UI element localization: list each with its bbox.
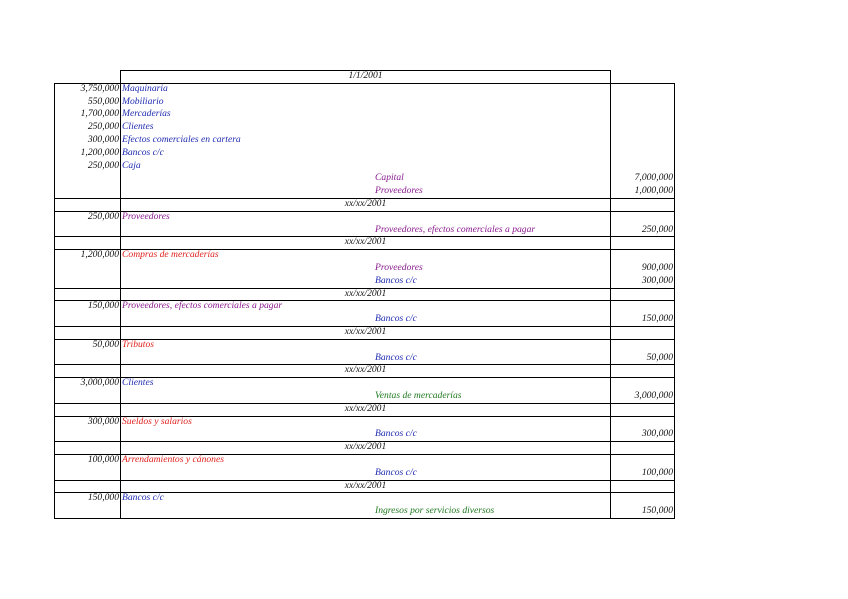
journal-credit-row (54, 505, 675, 518)
journal-date-row (54, 480, 675, 493)
journal-credit-row (54, 467, 675, 480)
credit-account: Bancos c/c (375, 428, 417, 440)
debit-account: Efectos comerciales en cartera (122, 133, 241, 145)
credit-account: Capital (375, 172, 404, 184)
credit-amount: 7,000,000 (634, 172, 673, 184)
credit-amount: 50,000 (646, 351, 673, 363)
journal-date-row (54, 198, 675, 211)
journal-credit-row (54, 313, 675, 326)
row-divider (54, 326, 675, 327)
journal-debit-row (54, 83, 675, 96)
credit-account: Ingresos por servicios diversos (375, 505, 495, 517)
debit-account: Caja (122, 159, 141, 171)
entry-date: xx/xx/2001 (344, 287, 387, 299)
row-divider (54, 454, 675, 455)
debit-amount: 3,000,000 (80, 377, 119, 389)
journal-debit-row (54, 134, 675, 147)
entry-date: xx/xx/2001 (344, 479, 387, 491)
debit-amount: 3,750,000 (80, 82, 119, 94)
debit-amount: 150,000 (87, 300, 119, 312)
row-divider (54, 198, 675, 199)
debit-account: Compras de mercaderías (122, 249, 219, 261)
row-divider (54, 236, 675, 237)
debit-account: Maquinaria (122, 82, 168, 94)
row-divider (54, 288, 675, 289)
credit-account: Ventas de mercaderías (375, 389, 462, 401)
credit-account: Proveedores (375, 261, 423, 273)
row-divider (54, 249, 675, 250)
journal-credit-row (54, 224, 675, 237)
debit-account: Proveedores, efectos comerciales a pagar (122, 300, 283, 312)
journal-debit-row (54, 377, 675, 390)
journal-debit-row (54, 211, 675, 224)
entry-date: xx/xx/2001 (344, 402, 387, 414)
row-divider (54, 492, 675, 493)
debit-account: Bancos c/c (122, 146, 164, 158)
journal-credit-row (54, 428, 675, 441)
debit-account: Arrendamientos y cánones (122, 453, 224, 465)
row-divider (54, 300, 675, 301)
debit-amount: 300,000 (87, 133, 119, 145)
journal-credit-row (54, 262, 675, 275)
debit-account: Mercaderías (122, 108, 171, 120)
debit-account: Mobiliario (122, 95, 164, 107)
row-divider (54, 416, 675, 417)
row-divider (54, 403, 675, 404)
journal-date-row (54, 288, 675, 301)
journal-debit-row (54, 108, 675, 121)
debit-account: Proveedores (122, 210, 170, 222)
journal-debit-row (54, 147, 675, 160)
debit-amount: 250,000 (87, 210, 119, 222)
entry-date: 1/1/2001 (348, 70, 383, 81)
debit-amount: 100,000 (87, 453, 119, 465)
credit-account: Bancos c/c (375, 313, 417, 325)
credit-account: Bancos c/c (375, 351, 417, 363)
debit-account: Clientes (122, 377, 154, 389)
credit-amount: 300,000 (641, 274, 673, 286)
left-border (54, 83, 55, 518)
journal-debit-row (54, 339, 675, 352)
journal-debit-row (54, 454, 675, 467)
entry-date: xx/xx/2001 (344, 236, 387, 248)
journal-date-row (54, 326, 675, 339)
debit-amount: 550,000 (87, 95, 119, 107)
journal-debit-row (54, 416, 675, 429)
journal-debit-row (54, 492, 675, 505)
journal-date-row (54, 70, 675, 83)
journal-debit-row (54, 121, 675, 134)
journal-date-row (54, 364, 675, 377)
entry-date: xx/xx/2001 (344, 364, 387, 376)
credit-amount: 150,000 (641, 313, 673, 325)
journal-date-row (54, 403, 675, 416)
debit-account: Clientes (122, 121, 154, 133)
credit-amount: 3,000,000 (634, 389, 673, 401)
row-divider (54, 364, 675, 365)
debit-amount: 150,000 (87, 492, 119, 504)
debit-account: Tributos (122, 338, 154, 350)
journal-debit-row (54, 160, 675, 173)
entry-date: xx/xx/2001 (344, 197, 387, 209)
row-divider (54, 339, 675, 340)
credit-amount: 900,000 (641, 261, 673, 273)
entry-date: xx/xx/2001 (344, 325, 387, 337)
journal-debit-row (54, 96, 675, 109)
row-divider (120, 70, 610, 71)
debit-amount: 250,000 (87, 159, 119, 171)
journal-credit-row (54, 275, 675, 288)
journal-credit-row (54, 172, 675, 185)
journal-debit-row (54, 300, 675, 313)
journal-credit-row (54, 352, 675, 365)
credit-account: Proveedores (375, 185, 423, 197)
debit-amount: 1,200,000 (80, 146, 119, 158)
credit-amount: 150,000 (641, 505, 673, 517)
row-divider (54, 211, 675, 212)
credit-amount: 250,000 (641, 223, 673, 235)
journal-table (54, 70, 675, 518)
credit-account: Bancos c/c (375, 274, 417, 286)
debit-account: Sueldos y salarios (122, 415, 192, 427)
debit-amount: 250,000 (87, 121, 119, 133)
row-divider (54, 441, 675, 442)
row-divider (54, 377, 675, 378)
debit-account: Bancos c/c (122, 492, 164, 504)
debit-amount: 300,000 (87, 415, 119, 427)
credit-amount: 100,000 (641, 466, 673, 478)
debit-amount: 1,200,000 (80, 249, 119, 261)
right-border (674, 83, 675, 518)
credit-amount: 1,000,000 (634, 185, 673, 197)
row-divider (54, 480, 675, 481)
credit-account: Bancos c/c (375, 466, 417, 478)
debit-amount: 1,700,000 (80, 108, 119, 120)
debit-amount: 50,000 (92, 338, 119, 350)
journal-date-row (54, 441, 675, 454)
entry-date: xx/xx/2001 (344, 441, 387, 453)
row-divider (54, 83, 675, 84)
journal-credit-row (54, 390, 675, 403)
debit-column-divider (120, 70, 121, 518)
row-divider (54, 518, 675, 519)
journal-credit-row (54, 185, 675, 198)
credit-amount: 300,000 (641, 428, 673, 440)
journal-debit-row (54, 249, 675, 262)
credit-account: Proveedores, efectos comerciales a pagar (375, 223, 536, 235)
journal-date-row (54, 236, 675, 249)
credit-column-divider (610, 70, 611, 518)
